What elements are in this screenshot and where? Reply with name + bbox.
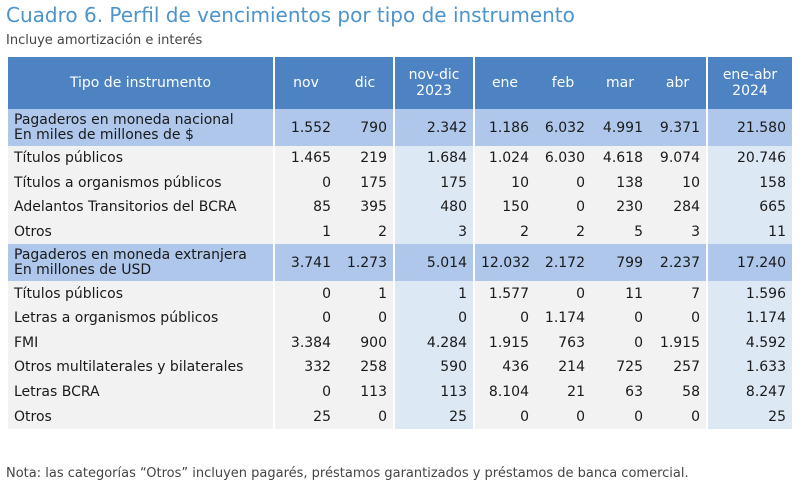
col-header-novdic [393, 57, 473, 109]
group-label-pesos-line2: En miles de millones de $ [14, 126, 194, 143]
cell-value: 158 [706, 171, 792, 196]
cell-value: 230 [591, 195, 649, 220]
cell-value: 790 [337, 109, 393, 146]
row-label: FMI [8, 331, 273, 356]
cell-value: 1.684 [393, 146, 473, 171]
col-header-mar: mar [591, 57, 649, 109]
col-header-feb: feb [535, 57, 591, 109]
cell-value: 0 [273, 306, 337, 331]
cell-value: 10 [649, 171, 706, 196]
cell-value: 3.384 [273, 331, 337, 356]
cell-value: 1.577 [473, 281, 535, 306]
table-row [8, 331, 792, 356]
cell-value: 799 [591, 244, 649, 281]
cell-value: 1.174 [535, 306, 591, 331]
cell-value: 10 [473, 171, 535, 196]
col-header-novdic-line1: nov-dic [408, 67, 460, 83]
cell-value: 5 [591, 220, 649, 245]
header-row [8, 57, 792, 109]
row-label: Títulos públicos [8, 281, 273, 306]
group-row-usd [8, 244, 792, 281]
col-header-ene: ene [473, 57, 535, 109]
col-header-eneabr [706, 57, 792, 109]
cell-value: 9.074 [649, 146, 706, 171]
cell-value: 258 [337, 355, 393, 380]
cell-value: 0 [649, 306, 706, 331]
cell-value: 480 [393, 195, 473, 220]
cell-value: 3.741 [273, 244, 337, 281]
cell-value: 0 [273, 281, 337, 306]
row-label: Títulos públicos [8, 146, 273, 171]
cell-value: 763 [535, 331, 591, 356]
cell-value: 1.915 [649, 331, 706, 356]
cell-value: 4.592 [706, 331, 792, 356]
cell-value: 2 [473, 220, 535, 245]
cell-value: 113 [337, 380, 393, 405]
cell-value: 0 [591, 331, 649, 356]
cell-value: 0 [273, 171, 337, 196]
table-row [8, 380, 792, 405]
cell-value: 0 [473, 306, 535, 331]
col-header-eneabr-line2: 2024 [732, 83, 768, 99]
cell-value: 219 [337, 146, 393, 171]
cell-value: 0 [591, 306, 649, 331]
row-label: Títulos a organismos públicos [8, 171, 273, 196]
cell-value: 175 [337, 171, 393, 196]
cell-value: 8.104 [473, 380, 535, 405]
cell-value: 1.596 [706, 281, 792, 306]
cell-value: 7 [649, 281, 706, 306]
maturity-table [8, 57, 792, 429]
group-label-pesos [8, 109, 273, 146]
footnote: Nota: las categorías “Otros” incluyen pagarés, préstamos garantizados y préstamos de banca comercial. [6, 466, 689, 481]
cell-value: 21 [535, 380, 591, 405]
cell-value: 3 [393, 220, 473, 245]
col-header-abr: abr [649, 57, 706, 109]
col-header-nov: nov [273, 57, 337, 109]
cell-value: 725 [591, 355, 649, 380]
row-label: Otros multilaterales y bilaterales [8, 355, 273, 380]
cell-value: 175 [393, 171, 473, 196]
table-row [8, 195, 792, 220]
cell-value: 1.915 [473, 331, 535, 356]
cell-value: 20.746 [706, 146, 792, 171]
col-header-novdic-line2: 2023 [416, 83, 452, 99]
cell-value: 2.237 [649, 244, 706, 281]
cell-value: 25 [706, 404, 792, 429]
col-header-eneabr-line1: ene-abr [722, 67, 778, 83]
cell-value: 6.032 [535, 109, 591, 146]
cell-value: 0 [535, 404, 591, 429]
cell-value: 0 [649, 404, 706, 429]
row-label: Letras a organismos públicos [8, 306, 273, 331]
cell-value: 0 [273, 380, 337, 405]
cell-value: 665 [706, 195, 792, 220]
cell-value: 2.172 [535, 244, 591, 281]
group-label-usd-line2: En millones de USD [14, 261, 152, 278]
cell-value: 1.633 [706, 355, 792, 380]
row-label: Adelantos Transitorios del BCRA [8, 195, 273, 220]
cell-value: 4.618 [591, 146, 649, 171]
cell-value: 1 [337, 281, 393, 306]
cell-value: 6.030 [535, 146, 591, 171]
col-header-dic: dic [337, 57, 393, 109]
cell-value: 1 [393, 281, 473, 306]
table-subtitle: Incluye amortización e interés [6, 33, 203, 48]
cell-value: 1.186 [473, 109, 535, 146]
table-row [8, 171, 792, 196]
cell-value: 1.465 [273, 146, 337, 171]
cell-value: 900 [337, 331, 393, 356]
cell-value: 0 [591, 404, 649, 429]
cell-value: 395 [337, 195, 393, 220]
cell-value: 1 [273, 220, 337, 245]
cell-value: 214 [535, 355, 591, 380]
cell-value: 12.032 [473, 244, 535, 281]
cell-value: 0 [535, 171, 591, 196]
table-row [8, 146, 792, 171]
cell-value: 1.273 [337, 244, 393, 281]
table-row [8, 220, 792, 245]
cell-value: 590 [393, 355, 473, 380]
cell-value: 1.024 [473, 146, 535, 171]
cell-value: 4.991 [591, 109, 649, 146]
cell-value: 21.580 [706, 109, 792, 146]
cell-value: 11 [591, 281, 649, 306]
group-label-pesos-line1: Pagaderos en moneda nacional [14, 111, 234, 128]
col-header-instrument: Tipo de instrumento [8, 57, 273, 109]
cell-value: 0 [535, 195, 591, 220]
table-row [8, 355, 792, 380]
table-row [8, 404, 792, 429]
cell-value: 2 [337, 220, 393, 245]
cell-value: 17.240 [706, 244, 792, 281]
table-title: Cuadro 6. Perfil de vencimientos por tipo de instrumento [6, 3, 575, 27]
cell-value: 1.552 [273, 109, 337, 146]
row-label: Letras BCRA [8, 380, 273, 405]
cell-value: 5.014 [393, 244, 473, 281]
cell-value: 9.371 [649, 109, 706, 146]
cell-value: 25 [393, 404, 473, 429]
cell-value: 1.174 [706, 306, 792, 331]
group-label-usd [8, 244, 273, 281]
cell-value: 0 [337, 306, 393, 331]
cell-value: 284 [649, 195, 706, 220]
group-label-usd-line1: Pagaderos en moneda extranjera [14, 246, 247, 263]
cell-value: 63 [591, 380, 649, 405]
cell-value: 8.247 [706, 380, 792, 405]
cell-value: 25 [273, 404, 337, 429]
table-row [8, 306, 792, 331]
cell-value: 58 [649, 380, 706, 405]
cell-value: 138 [591, 171, 649, 196]
cell-value: 85 [273, 195, 337, 220]
cell-value: 332 [273, 355, 337, 380]
cell-value: 436 [473, 355, 535, 380]
cell-value: 0 [393, 306, 473, 331]
cell-value: 0 [473, 404, 535, 429]
row-label: Otros [8, 220, 273, 245]
cell-value: 3 [649, 220, 706, 245]
cell-value: 113 [393, 380, 473, 405]
cell-value: 150 [473, 195, 535, 220]
cell-value: 0 [535, 281, 591, 306]
group-row-pesos [8, 109, 792, 146]
table-row [8, 281, 792, 306]
cell-value: 2 [535, 220, 591, 245]
cell-value: 2.342 [393, 109, 473, 146]
cell-value: 257 [649, 355, 706, 380]
cell-value: 11 [706, 220, 792, 245]
cell-value: 4.284 [393, 331, 473, 356]
cell-value: 0 [337, 404, 393, 429]
row-label: Otros [8, 404, 273, 429]
